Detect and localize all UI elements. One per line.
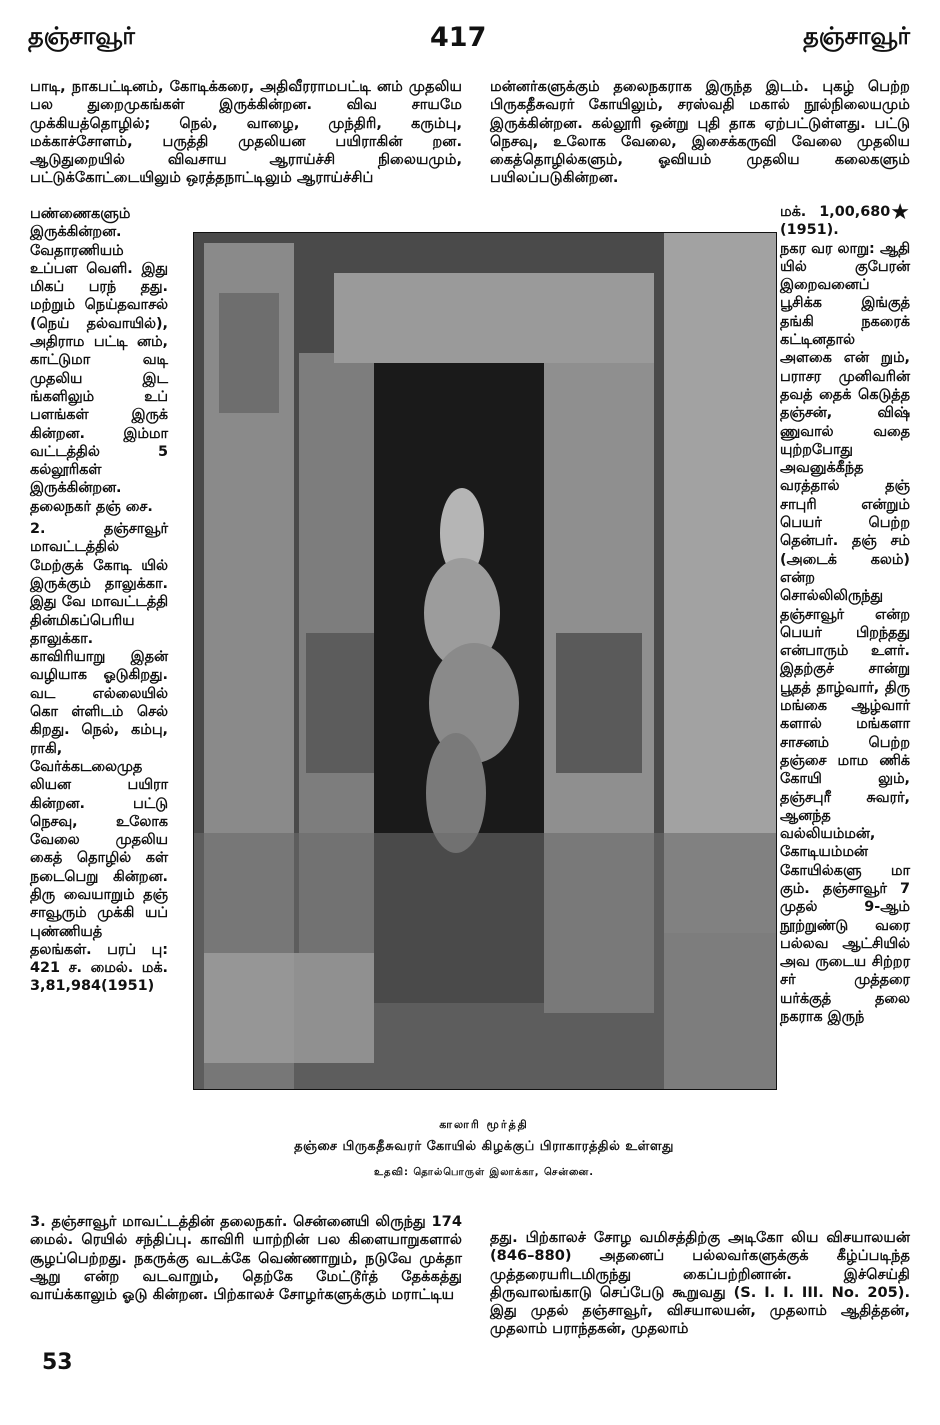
page-number: 417 (430, 22, 487, 53)
right-column-population: மக். 1,00,680 (1951). (780, 204, 891, 239)
bottom-left-paragraph (30, 1213, 462, 1304)
footer-mark: 53 (42, 1350, 73, 1375)
temple-sculpture-photo (193, 232, 777, 1090)
top-right-text: மன்னர்களுக்கும் தலைநகராக இருந்த இடம். புகழ் பெற்ற பிருகதீசுவரர் கோயிலும், சரஸ்வதி மகால் நூல்நிலையமும் இருக்கின்றன. கல்லூரி ஒன்று புதி தாக ஏற்பட்டுள்ளது. பட்டு நெசவு, உலோக வேலை, இசைக்கருவி வேலை முதலிய கைத்தொழில்களும், ஓவியம் முதலிய கலைகளும் பயிலப்படுகின்றன. (490, 78, 910, 187)
photo-caption-credit: உதவி: தொல்பொருள் இலாக்கா, சென்னை. (373, 1167, 594, 1178)
right-narrow-column (780, 200, 910, 1026)
left-column-text-2: 2. தஞ்சாவூர் மாவட்டத்தில் மேற்குக் கோடி யில் இருக்கும் தாலுக்கா. இது வே மாவட்டத்தி தின்மிகப்பெரிய தாலுக்கா. காவிரியாறு இதன் வழியாக ஓடுகிறது. வட எல்லையில் கொ ள்ளிடம் செல் கிறது. நெல், கம்பு, ராகி, வேர்க்கடலைமுத லியன பயிரா கின்றன. பட்டு நெசவு, உலோக வேலை முதலிய கைத் தொழில் கள் நடைபெறு கின்றன. திரு வையாறும் தஞ் சாவூரும் முக்கி யப் புண்ணியத் தலங்கள். பரப் பு: 421 ச. மைல். மக். 3,81,984(1951) (30, 521, 168, 995)
bottom-left-text: 3. தஞ்சாவூர் மாவட்டத்தின் தலைநகர். சென்னையி லிருந்து 174 மைல். ரெயில் சந்திப்பு. காவிரி யாற்றின் பல கிளையாறுகளால் சூழப்பெற்றது. நகருக்கு வடக்கே வெண்ணாறும், நடுவே முக்தா ஆறு என்ற வடவாறும், தெற்கே மேட்டூர்த் தேக்கத்து வாய்க்காலும் ஓடு கின்றன. பிற்காலச் சோழர்களுக்கும் மராட்டிய (30, 1213, 462, 1304)
left-column-text: பண்ணைகளும் இருக்கின்றன. வேதாரணியம் உப்பள வெளி. இது மிகப் பரந் தது. மற்றும் நெய்தவாசல் (நெய் தல்வாயில்), அதிராம பட்டி னம், காட்டுமா வடி முதலிய இட ங்களிலும் உப் பளங்கள் இருக் கின்றன. இம்மா வட்டத்தில் 5 கல்லூரிகள் இருக்கின்றன. தலைநகர் தஞ் சை. (30, 206, 168, 515)
running-head-left: தஞ்சாவூர் (28, 22, 135, 50)
top-left-paragraph (30, 78, 462, 188)
left-narrow-column (30, 205, 168, 996)
photo-caption-title: காலாரி மூர்த்தி (439, 1118, 529, 1131)
photo-caption-subtitle: தஞ்சை பிருகதீசுவரர் கோயில் கிழக்குப் பிராகாரத்தில் உள்ளது (294, 1139, 674, 1154)
right-column-text: நகர வர லாறு: ஆதி யில் குபேரன் இறைவனைப் பூசிக்க இங்குத் தங்கி நகரைக் கட்டினதால் அளகை என் றும், பராசர முனிவரின் தவத் தைக் கெடுத்த தஞ்சன், விஷ் ணுவால் வதை யுற்றபோது அவனுக்கீந்த வரத்தால் தஞ் சாபுரி என்றும் பெயர் பெற்ற தென்பர். தஞ் சம் (அடைக் கலம்) என்ற சொல்லிலிருந்து தஞ்சாவூர் என்ற பெயர் பிறந்தது என்பாரும் உளர். இதற்குச் சான்று பூதத் தாழ்வார், திரு மங்கை ஆழ்வார் களால் மங்களா சாசனம் பெற்ற தஞ்சை மாம ணிக் கோயி லும், தஞ்சபுரீ சுவரர், ஆனந்த வல்லியம்மன், கோடியம்மன் கோயில்களு மா கும். தஞ்சாவூர் 7 முதல் 9-ஆம் நூற்றுண்டு வரை பல்லவ ஆட்சியில் அவ ருடைய சிற்றர சர் முத்தரை யர்க்குத் தலை நகராக இருந் (780, 240, 910, 1026)
star-icon: ★ (890, 200, 910, 225)
top-right-paragraph (490, 78, 910, 188)
photo-illustration (194, 233, 776, 1089)
bottom-right-text: தது. பிற்காலச் சோழ வமிசத்திற்கு அடிகோ லிய விசயாலயன் (846–880) அதனைப் பல்லவர்களுக்குக் கீழ்ப்படிந்த முத்தரையரிடமிருந்து கைப்பற்றினான். இச்செய்தி திருவாலங்காடு செப்பேடு கூறுவது (S. I. I. III. No. 205). இது முதல் தஞ்சாவூர், விசயாலயன், முதலாம் ஆதித்தன், முதலாம் பராந்தகன், முதலாம் (490, 1229, 910, 1338)
bottom-right-paragraph (490, 1229, 910, 1339)
running-head-right: தஞ்சாவூர் (803, 22, 910, 50)
top-left-text: பாடி, நாகபட்டினம், கோடிக்கரை, அதிவீரராமபட்டி னம் முதலிய பல துறைமுகங்கள் இருக்கின்றன. விவ சாயமே முக்கியத்தொழில்; நெல், வாழை, முந்திரி, கரும்பு, மக்காச்சோளம், பருத்தி முதலியன பயிராகின் றன. ஆடுதுறையில் விவசாய ஆராய்ச்சி நிலையமும், பட்டுக்கோட்டையிலும் ஒரத்தநாட்டிலும் ஆராய்ச்சிப் (30, 78, 462, 187)
